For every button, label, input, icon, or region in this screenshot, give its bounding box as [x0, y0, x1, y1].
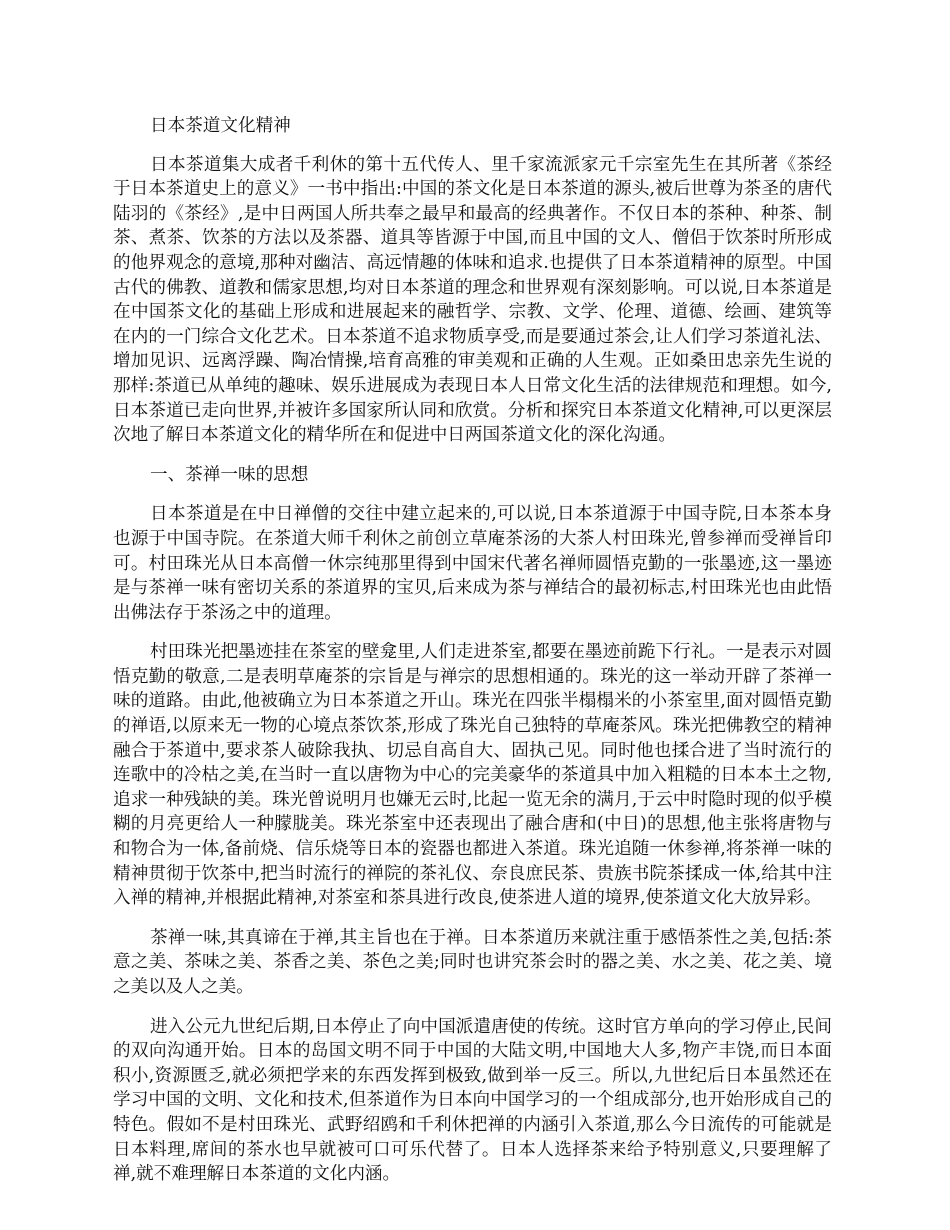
section-heading-zen-tea: 一、茶禅一味的思想	[150, 464, 309, 485]
paragraph-murata-juko: 村田珠光把墨迹挂在茶室的壁龛里,人们走进茶室,都要在墨迹前跪下行礼。一是表示对圆悟克勤的敬意,二是表明草庵茶的宗旨是与禅宗的思想相通的。珠光的这一举动开辟了茶禅一味的道路。由此,他被确立为日本茶道之开山。珠光在四张半榻榻米的小茶室里,面对圆悟克勤的禅语,以原来无一物的心境点茶饮茶,形成了珠光自己独特的草庵茶风。珠光把佛教空的精神融合于茶道中,要求茶人破除我执、切忌自高自大、固执己见。同时他也揉合进了当时流行的连歌中的冷枯之美,在当时一直以唐物为中心的完美豪华的茶道具中加入粗糙的日本本土之物,追求一种残缺的美。珠光曾说明月也嫌无云时,比起一览无余的满月,于云中时隐时现的似乎模糊的月亮更给人一种朦胧美。珠光茶室中还表现出了融合唐和(中日)的思想,他主张将唐物与和物合为一体,备前烧、信乐烧等日本的瓷器也都进入茶道。珠光追随一休参禅,将茶禅一味的精神贯彻于饮茶中,把当时流行的禅院的茶礼仪、奈良庶民茶、贵族书院茶揉成一体,给其中注入禅的精神,并根据此精神,对茶室和茶具进行改良,使茶进人道的境界,使茶道文化大放异彩。	[113, 642, 832, 909]
paragraph-origins: 日本茶道是在中日禅僧的交往中建立起来的,可以说,日本茶道源于中国寺院,日本茶本身也源于中国寺院。在茶道大师千利休之前创立草庵茶汤的大茶人村田珠光,曾参禅而受禅旨印可。村田珠光从日本高僧一休宗纯那里得到中国宋代著名禅师圆悟克勤的一张墨迹,这一墨迹是与茶禅一味有密切关系的茶道界的宝贝,后来成为茶与禅结合的最初标志,村田珠光也由此悟出佛法存于茶汤之中的道理。	[113, 504, 832, 623]
paragraph-ninth-century: 进入公元九世纪后期,日本停止了向中国派遣唐使的传统。这时官方单向的学习停止,民间的双向沟通开始。日本的岛国文明不同于中国的大陆文明,中国地大人多,物产丰饶,而日本面积小,资源匮乏,就必须把学来的东西发挥到极致,做到举一反三。所以,九世纪后日本虽然还在学习中国的文明、文化和技术,但茶道作为日本向中国学习的一个组成部分,也开始形成自己的特色。假如不是村田珠光、武野绍鸥和千利休把禅的内涵引入茶道,那么今日流传的可能就是日本料理,席间的茶水也早就被可口可乐代替了。日本人选择茶来给予特别意义,只要理解了禅,就不难理解日本茶道的文化内涵。	[113, 1016, 832, 1185]
paragraph-zen-essence: 茶禅一味,其真谛在于禅,其主旨也在于禅。日本茶道历来就注重于感悟茶性之美,包括:茶意之美、茶味之美、茶香之美、茶色之美;同时也讲究茶会时的器之美、水之美、花之美、境之美以及人之美。	[113, 927, 832, 997]
intro-paragraph: 日本茶道集大成者千利休的第十五代传人、里千家流派家元千宗室先生在其所著《茶经于日本茶道史上的意义》一书中指出:中国的茶文化是日本茶道的源头,被后世尊为茶圣的唐代陆羽的《茶经》,是中日两国人所共奉之最早和最高的经典著作。不仅日本的茶种、种茶、制茶、煮茶、饮茶的方法以及茶器、道具等皆源于中国,而且中国的文人、僧侣于饮茶时所形成的他界观念的意境,那种对幽洁、高远情趣的体味和追求.也提供了日本茶道精神的原型。中国古代的佛教、道教和儒家思想,均对日本茶道的理念和世界观有深刻影响。可以说,日本茶道是在中国茶文化的基础上形成和进展起来的融哲学、宗教、文学、伦理、道德、绘画、建筑等在内的一门综合文化艺术。日本茶道不追求物质享受,而是要通过茶会,让人们学习茶道礼法、增加见识、远离浮躁、陶冶情操,培育高雅的审美观和正确的人生观。正如桑田忠亲先生说的那样:茶道已从单纯的趣味、娱乐进展成为表现日本人日常文化生活的法律规范和理想。如今,日本茶道已走向世界,并被许多国家所认同和欣赏。分析和探究日本茶道文化精神,可以更深层次地了解日本茶道文化的精华所在和促进中日两国茶道文化的深化沟通。	[113, 154, 832, 446]
document-title: 日本茶道文化精神	[150, 116, 291, 136]
